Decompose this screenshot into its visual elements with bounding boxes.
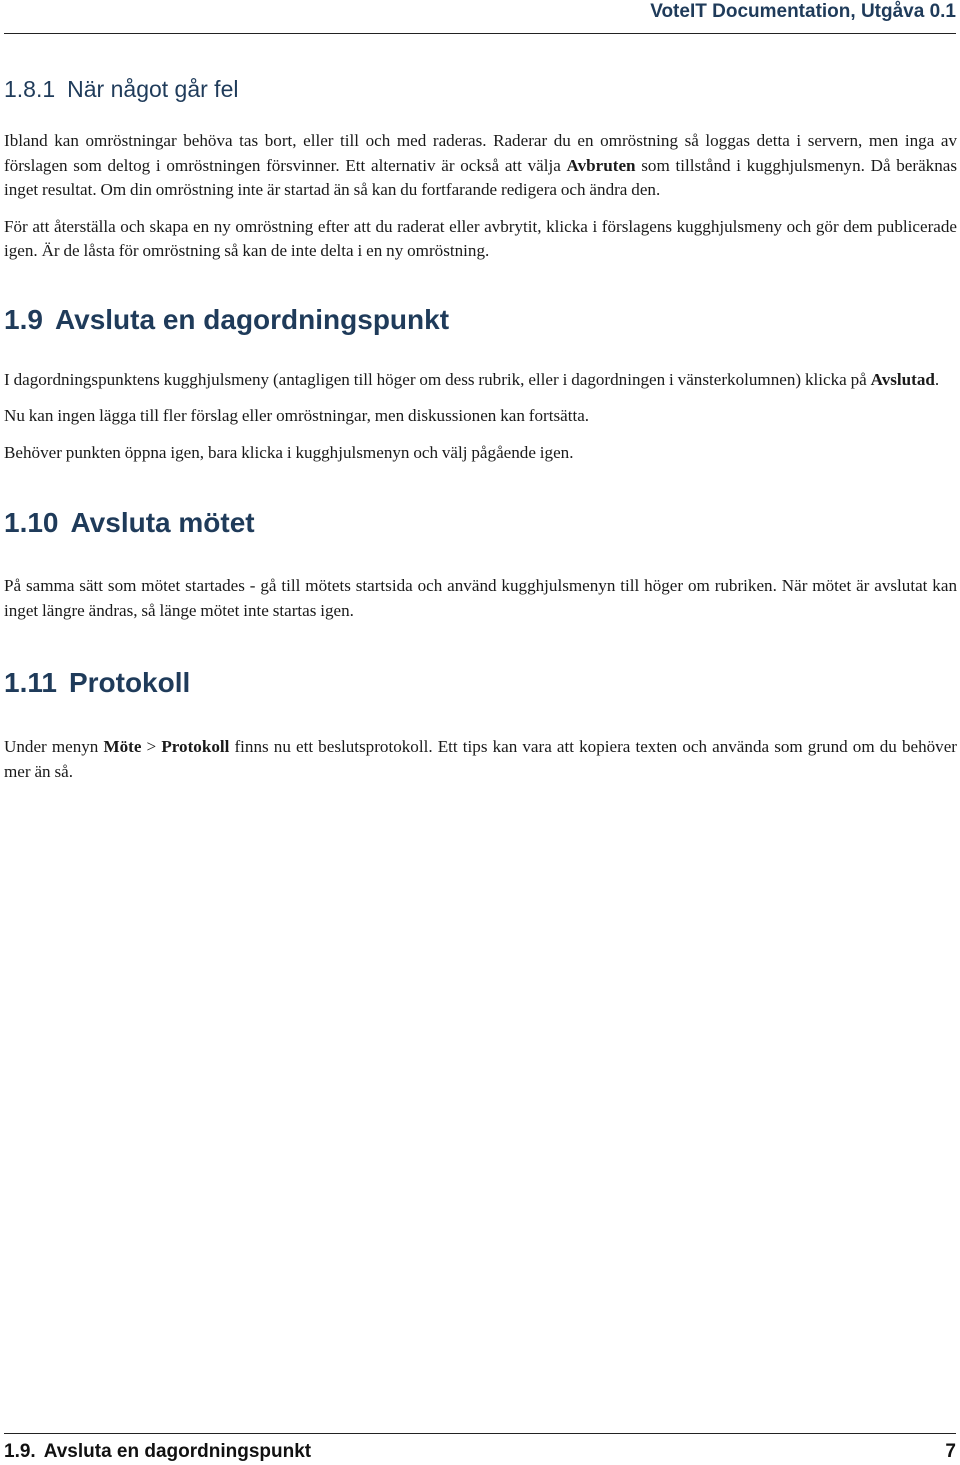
section-number: 1.11 <box>4 667 57 698</box>
bold-term: Möte <box>103 737 142 756</box>
bold-term: Protokoll <box>161 737 230 756</box>
text-run: Under menyn <box>4 737 104 756</box>
footer-section-number: 1.9. <box>4 1441 36 1462</box>
paragraph <box>4 368 957 393</box>
section-number: 1.9 <box>4 303 43 335</box>
paragraph: Behöver punkten öppna igen, bara klicka i kugghjulsmenyn och välj pågående igen. <box>4 442 574 462</box>
bold-term: Avbruten <box>566 155 636 175</box>
paragraph: På samma sätt som mötet startades - gå till mötets startsida och använd kugghjulsmenyn till höger om rubriken. När mötet är avslutat kan inget längre ändras, så länge mötet inte startas igen. <box>4 576 957 620</box>
section-number: 1.10 <box>4 507 59 538</box>
section-heading-1-8-1 <box>4 73 957 105</box>
text-run: I dagordningspunktens kugghjulsmeny (antagligen till höger om dess rubrik, eller i dagordningen i vänsterkolumnen) klicka på <box>4 369 871 389</box>
text-run: . <box>934 369 940 389</box>
section-title: Protokoll <box>68 667 191 698</box>
running-header-title: VoteIT Documentation, Utgåva 0.1 <box>650 1 956 22</box>
section-heading-1-11 <box>4 663 957 703</box>
paragraph: För att återställa och skapa en ny omröstning efter att du raderat eller avbrytit, klicka i förslagens kugghjulsmeny och gör dem publicerade igen. Är de låsta för omröstning så kan de inte delta i en ny omröstning. <box>4 216 957 260</box>
section-title: Avsluta mötet <box>70 507 255 538</box>
bold-term: Avslutad <box>870 369 935 389</box>
paragraph <box>4 735 957 784</box>
page-number: 7 <box>945 1441 956 1462</box>
section-heading-1-10 <box>4 503 957 543</box>
section-title: Avsluta en dagordningspunkt <box>54 303 450 335</box>
text-run: > <box>141 737 162 756</box>
paragraph: Nu kan ingen lägga till fler förslag eller omröstningar, men diskussionen kan fortsätta. <box>4 406 590 425</box>
running-footer-section <box>4 1440 311 1464</box>
page-content <box>4 70 957 784</box>
footer-section-title: Avsluta en dagordningspunkt <box>43 1441 312 1462</box>
text-run: som tillstånd i kugghjulsmenyn. Då beräknas inget resultat. Om din omröstning inte är startad än så kan du fortfarande redigera och ändra den. <box>4 155 957 199</box>
footer-divider <box>4 1433 956 1434</box>
text-run: Ibland kan omröstningar behöva tas bort, eller till och med raderas. Raderar du en omröstning så loggas detta i servern, men inga av förslagen som deltog i omröstningen försvinner. Ett alternativ är också att välja <box>4 131 957 175</box>
section-number: 1.8.1 <box>4 76 56 102</box>
header-divider <box>4 33 956 34</box>
section-title: När något går fel <box>67 76 239 102</box>
paragraph <box>4 129 957 203</box>
text-run: finns nu ett beslutsprotokoll. Ett tips kan vara att kopiera texten och använda som grund om du behöver mer än så. <box>4 737 957 781</box>
section-heading-1-9 <box>4 300 957 340</box>
